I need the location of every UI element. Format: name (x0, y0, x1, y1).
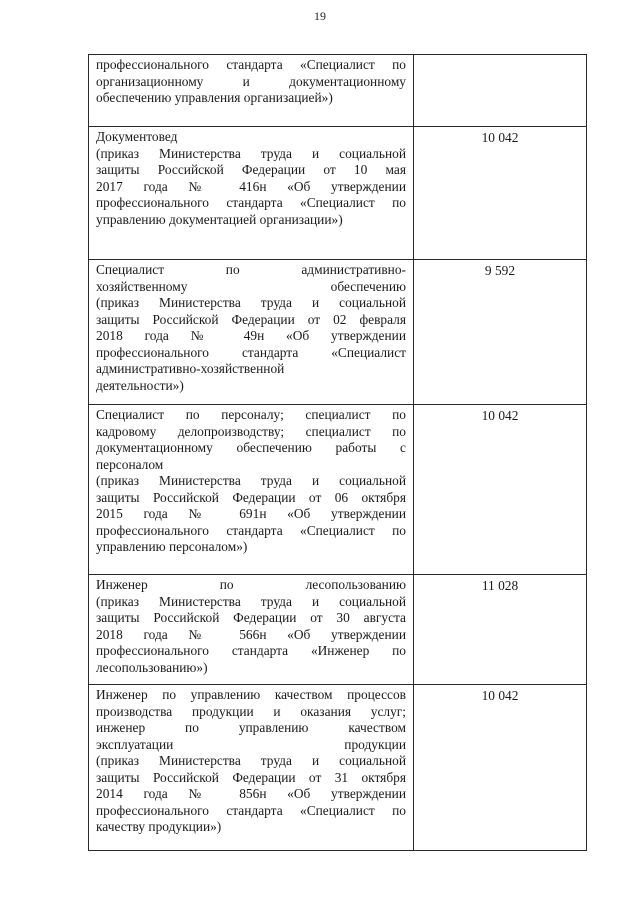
position-text-line: профессионального стандарта «Специалист по (96, 57, 406, 72)
position-text-line: (приказ Министерства труда и социальной (96, 593, 406, 609)
salary-value: 10 042 (481, 130, 519, 145)
position-text-line: профессионального стандарта «Инженер по (96, 643, 406, 658)
position-text-line: профессионального стандарта «Специалист по (96, 802, 406, 818)
position-text-line: 2018 года № 49н «Об утверждении (96, 328, 406, 343)
salary-value: 10 042 (481, 408, 519, 423)
position-text-line: обеспечению управления организацией») (96, 90, 333, 105)
position-text-line: эксплуатации продукции (96, 736, 406, 752)
salary-value: 10 042 (481, 688, 519, 703)
position-text-line: Специалист по административно- (96, 262, 406, 277)
position-text-line: 2017 года № 416н «Об утверждении (96, 178, 406, 194)
position-cell (89, 405, 414, 575)
position-text-line: управлению документацией организации») (96, 211, 343, 227)
position-text-line: административно-хозяйственной (96, 361, 285, 376)
table-row (89, 260, 587, 405)
position-text-line: деятельности») (96, 377, 184, 393)
salary-cell (414, 127, 587, 260)
position-cell (89, 260, 414, 405)
position-text-line: защиты Российской Федерации от 10 мая (96, 162, 406, 177)
position-text-line: защиты Российской Федерации от 06 октября (96, 489, 406, 505)
position-text-line: управлению персоналом») (96, 539, 248, 554)
salary-value: 11 028 (481, 578, 519, 593)
position-text-line: персоналом (96, 456, 164, 472)
position-text-line: документационному обеспечению работы с (96, 440, 406, 455)
position-cell (89, 575, 414, 685)
position-cell (89, 127, 414, 260)
table-row (89, 575, 587, 685)
table-row (89, 405, 587, 575)
position-text-line: (приказ Министерства труда и социальной (96, 753, 406, 768)
salary-value (421, 57, 579, 58)
position-text-line: 2014 года № 856н «Об утверждении (96, 786, 406, 801)
position-text-line: Документовед (96, 129, 178, 144)
position-text-line: профессионального стандарта «Специалист по (96, 522, 406, 538)
position-text-line: Инженер по лесопользованию (96, 577, 406, 592)
salary-table (88, 54, 587, 851)
salary-cell (414, 405, 587, 575)
salary-value: 9 592 (484, 263, 516, 278)
salary-cell (414, 685, 587, 851)
position-text-line: (приказ Министерства труда и социальной (96, 145, 406, 161)
salary-cell (414, 575, 587, 685)
position-text-line: 2015 года № 691н «Об утверждении (96, 506, 406, 521)
salary-cell (414, 55, 587, 127)
position-text-line: (приказ Министерства труда и социальной (96, 295, 406, 310)
position-text-line: защиты Российской Федерации от 30 августа (96, 610, 406, 625)
salary-cell (414, 260, 587, 405)
table-row (89, 55, 587, 127)
position-text-line: хозяйственному обеспечению (96, 278, 406, 294)
position-text-line: профессионального стандарта «Специалист (96, 344, 406, 360)
position-text-line: защиты Российской Федерации от 02 февраля (96, 311, 406, 327)
position-text-line: защиты Российской Федерации от 31 октября (96, 769, 406, 785)
position-text-line: инженер по управлению качеством (96, 720, 406, 735)
position-text-line: профессионального стандарта «Специалист по (96, 195, 406, 210)
position-cell (89, 55, 414, 127)
position-text-line: 2018 года № 566н «Об утверждении (96, 626, 406, 642)
position-text-line: Специалист по персоналу; специалист по (96, 407, 406, 422)
position-text-line: организационному и документационному (96, 73, 406, 89)
table-row (89, 685, 587, 851)
position-text-line: (приказ Министерства труда и социальной (96, 473, 406, 488)
position-text-line: Инженер по управлению качеством процессов (96, 687, 406, 702)
page-number: 19 (314, 9, 326, 23)
position-text-line: лесопользованию») (96, 659, 208, 675)
position-cell (89, 685, 414, 851)
table-row (89, 127, 587, 260)
position-text-line: качеству продукции») (96, 819, 222, 834)
position-text-line: кадровому делопроизводству; специалист по (96, 423, 406, 439)
position-text-line: производства продукции и оказания услуг; (96, 703, 406, 719)
